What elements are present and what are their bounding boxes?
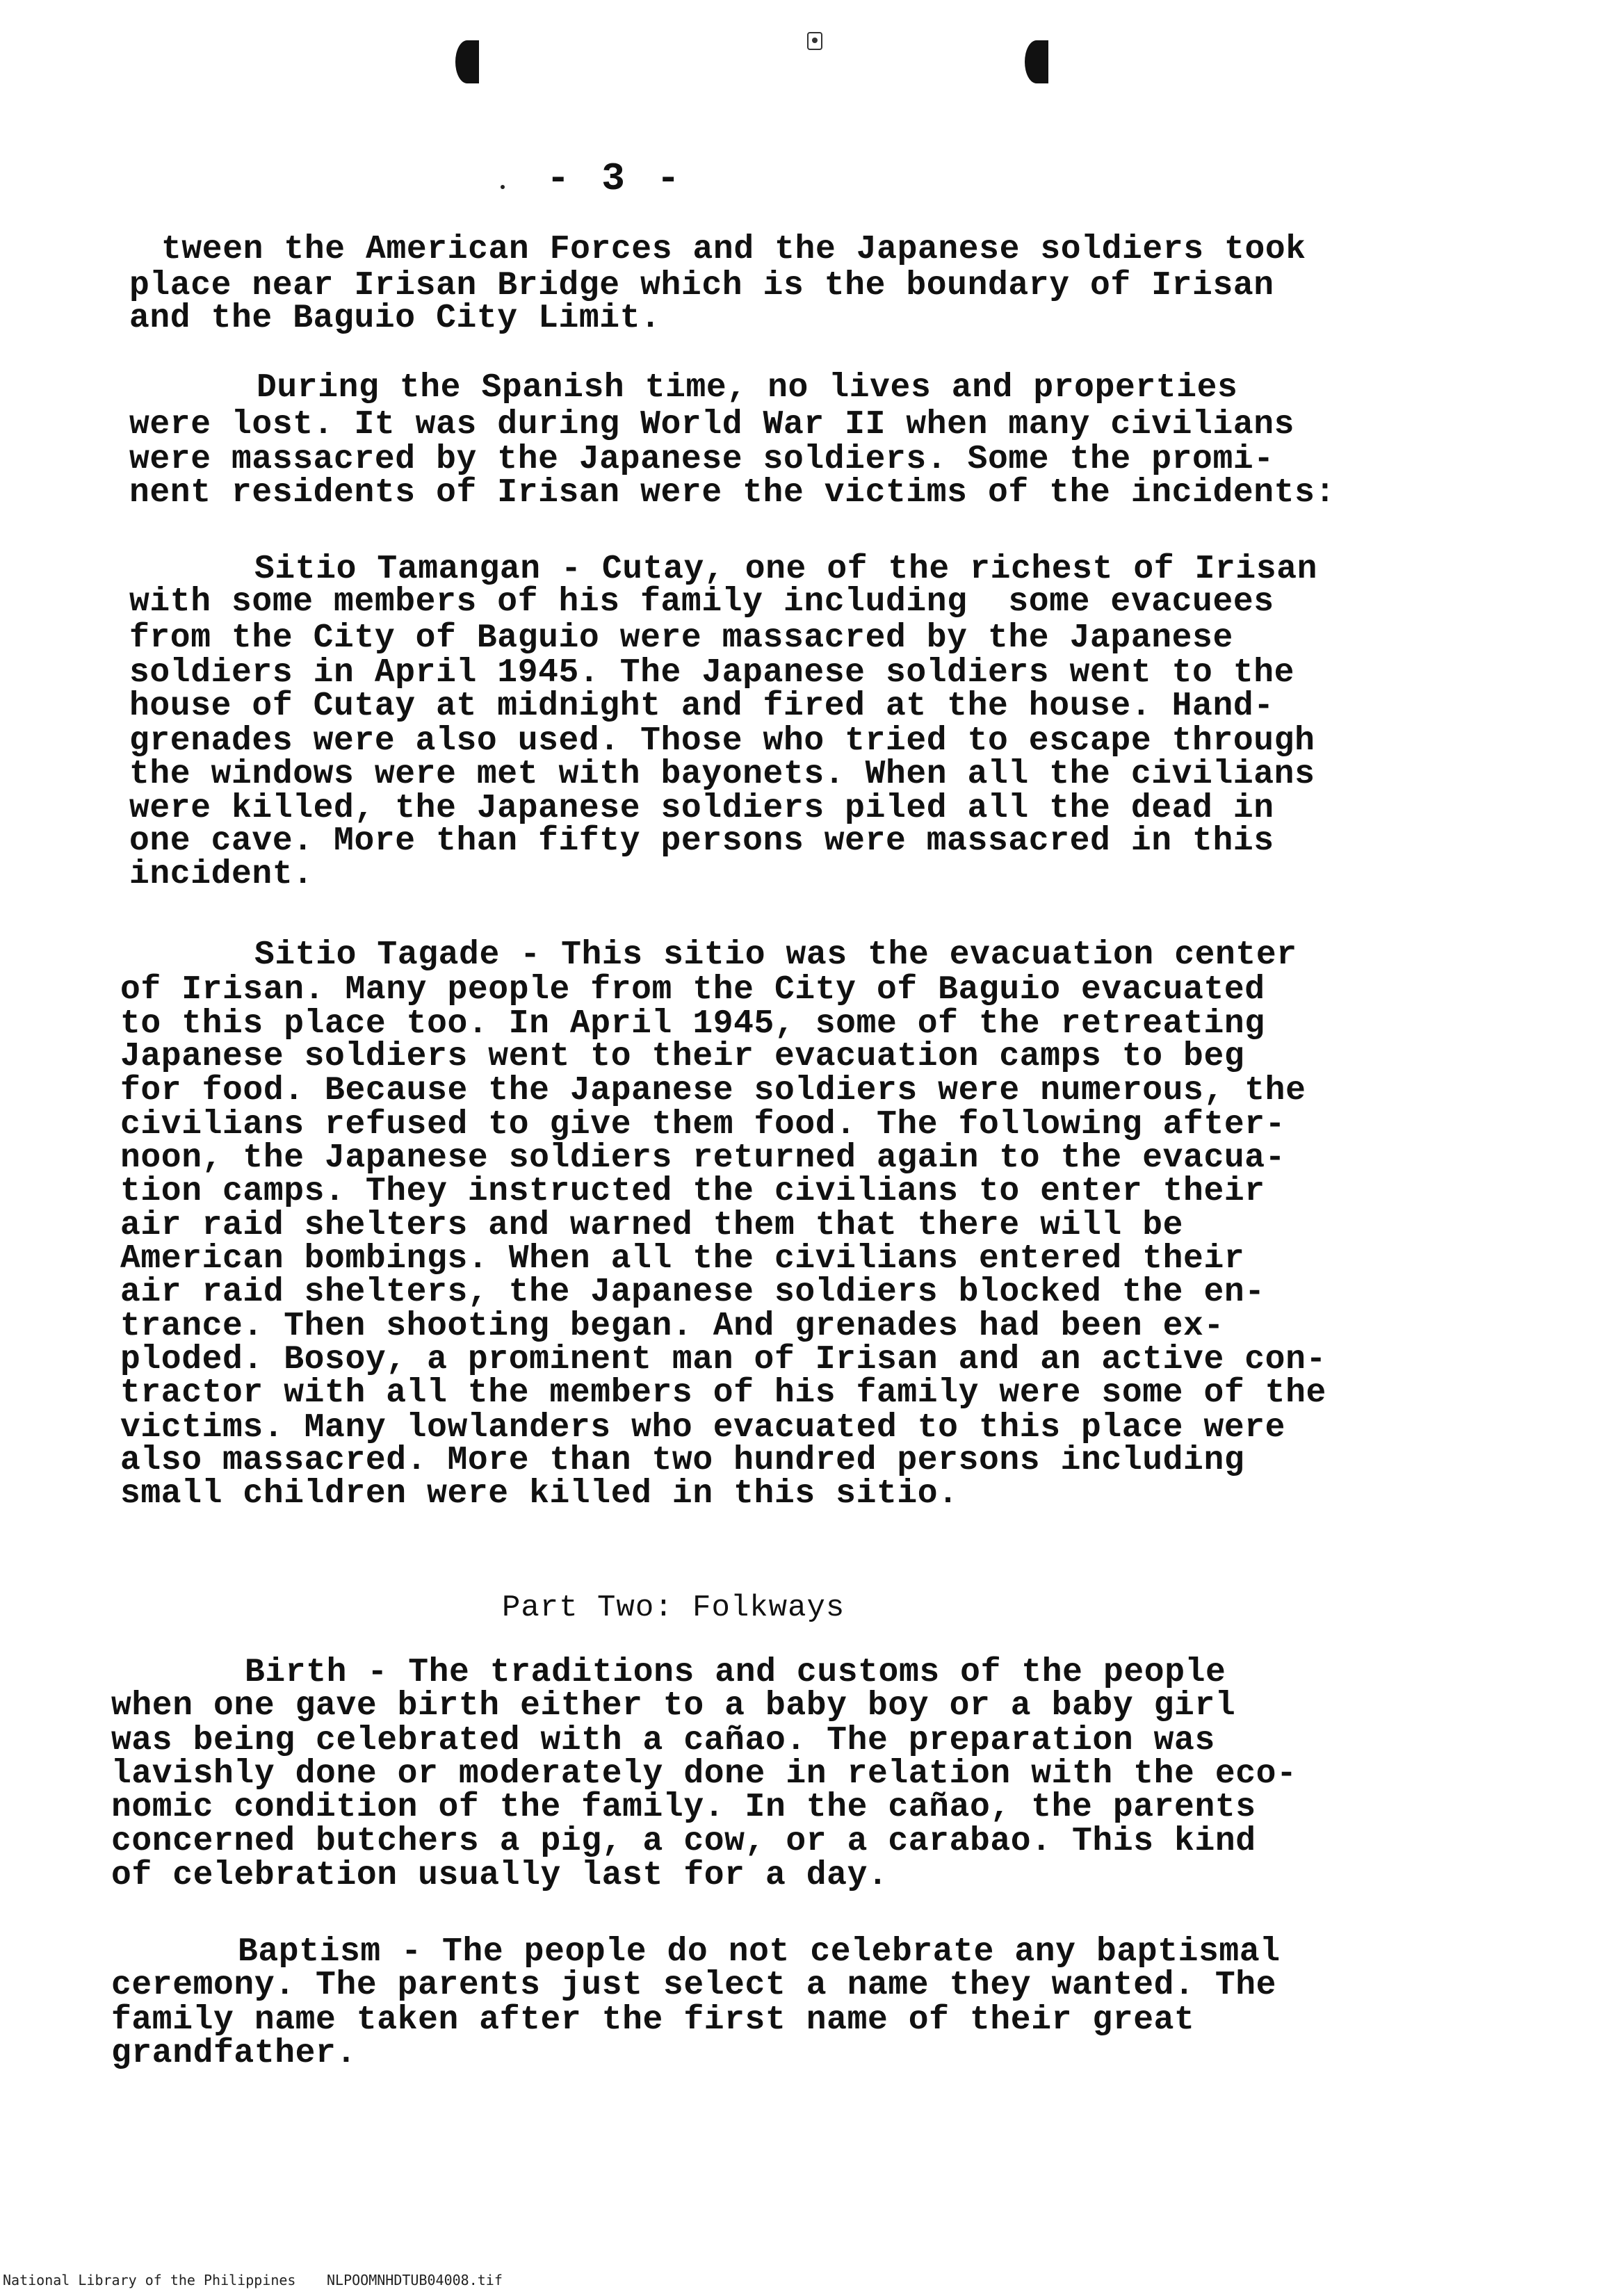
text-line: concerned butchers a pig, a cow, or a carabao. This kind (111, 1823, 1256, 1860)
text-line: Sitio Tagade - This sitio was the evacuation center (254, 936, 1297, 974)
text-line: incident. (129, 856, 314, 893)
text-line: noon, the Japanese soldiers returned again to the evacua- (120, 1139, 1286, 1177)
footer-filename: NLPOOMNHDTUB04008.tif (327, 2272, 503, 2288)
text-line: American bombings. When all the civilians entered their (120, 1240, 1245, 1278)
text-line: nent residents of Irisan were the victims of the incidents: (129, 474, 1335, 512)
text-line: house of Cutay at midnight and fired at the house. Hand- (129, 688, 1274, 725)
text-line: victims. Many lowlanders who evacuated to this place were (120, 1409, 1286, 1447)
text-line: to this place too. In April 1945, some of the retreating (120, 1005, 1265, 1043)
text-line: tween the American Forces and the Japanese soldiers took (161, 231, 1306, 268)
text-line: grenades were also used. Those who tried to escape through (129, 722, 1315, 760)
punch-hole-left (455, 40, 479, 83)
text-line: also massacred. More than two hundred persons including (120, 1442, 1245, 1479)
text-line: were lost. It was during World War II when many civilians (129, 406, 1295, 444)
text-line: place near Irisan Bridge which is the boundary of Irisan (129, 267, 1274, 304)
text-line: were killed, the Japanese soldiers piled all the dead in (129, 790, 1274, 827)
text-line: tractor with all the members of his family were some of the (120, 1374, 1326, 1412)
text-line: Japanese soldiers went to their evacuation camps to beg (120, 1038, 1245, 1075)
page-number: - 3 - (546, 156, 685, 201)
text-line: one cave. More than fifty persons were massacred in this (129, 822, 1274, 860)
punch-hole-right (1025, 40, 1048, 83)
text-line: Birth - The traditions and customs of the people (245, 1654, 1226, 1691)
section-heading: Part Two: Folkways (502, 1591, 845, 1625)
footer-library: National Library of the Philippines (3, 2272, 296, 2288)
text-line: nomic condition of the family. In the cañao, the parents (111, 1789, 1256, 1826)
ink-dot (501, 185, 505, 189)
text-line: grandfather. (111, 2035, 357, 2072)
text-line: when one gave birth either to a baby boy or a baby girl (111, 1687, 1236, 1725)
text-line: Sitio Tamangan - Cutay, one of the richest of Irisan (254, 551, 1318, 588)
text-line: for food. Because the Japanese soldiers were numerous, the (120, 1072, 1306, 1109)
text-line: ploded. Bosoy, a prominent man of Irisan and an active con- (120, 1341, 1326, 1378)
text-line: During the Spanish time, no lives and properties (257, 369, 1238, 407)
text-line: soldiers in April 1945. The Japanese soldiers went to the (129, 654, 1295, 692)
text-line: trance. Then shooting began. And grenades had been ex- (120, 1308, 1224, 1345)
text-line: air raid shelters and warned them that there will be (120, 1207, 1184, 1244)
text-line: family name taken after the first name of their great (111, 2001, 1195, 2039)
text-line: was being celebrated with a cañao. The preparation was (111, 1722, 1215, 1759)
text-line: ceremony. The parents just select a name they wanted. The (111, 1967, 1277, 2004)
text-line: small children were killed in this sitio. (120, 1475, 959, 1513)
text-line: tion camps. They instructed the civilians to enter their (120, 1173, 1265, 1210)
text-line: with some members of his family including some evacuees (129, 583, 1274, 621)
text-line: and the Baguio City Limit. (129, 300, 661, 337)
text-line: air raid shelters, the Japanese soldiers blocked the en- (120, 1274, 1265, 1311)
text-line: were massacred by the Japanese soldiers. Some the promi- (129, 441, 1274, 478)
text-line: of Irisan. Many people from the City of Baguio evacuated (120, 971, 1265, 1009)
text-line: the windows were met with bayonets. When all the civilians (129, 756, 1315, 793)
stamp-mark-icon (807, 32, 822, 50)
text-line: of celebration usually last for a day. (111, 1857, 888, 1894)
text-line: Baptism - The people do not celebrate any baptismal (238, 1933, 1281, 1971)
text-line: from the City of Baguio were massacred by the Japanese (129, 619, 1233, 657)
text-line: civilians refused to give them food. The following after- (120, 1106, 1286, 1144)
text-line: lavishly done or moderately done in relation with the eco- (111, 1755, 1297, 1793)
